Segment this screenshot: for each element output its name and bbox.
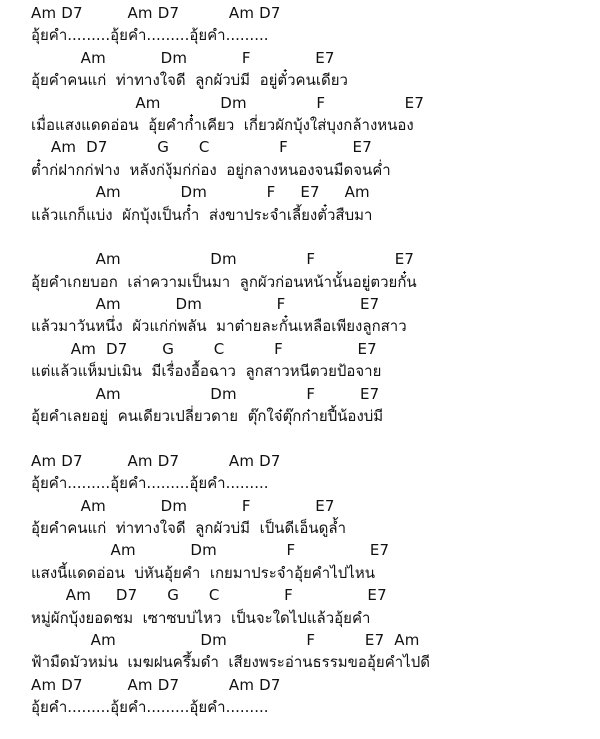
blank-line (31, 427, 591, 449)
chord-line: Am Dm F E7 (31, 384, 380, 403)
chord-line: Am Dm F E7 (31, 496, 335, 515)
chord-line: Am D7 Am D7 Am D7 (31, 451, 281, 470)
chord-line: Am D7 G C F E7 (31, 586, 387, 605)
chord-line: Am Dm F E7 Am (31, 183, 370, 202)
chord-line: Am D7 Am D7 Am D7 (31, 4, 281, 22)
lyric-line: หมู่ผักบุ้งยอดชม เซาซบบ่ไหว เป็นจะใดไปแล้วอุ้ยคำ (31, 608, 371, 627)
chord-line: Am D7 Am D7 Am D7 (31, 675, 281, 694)
lyric-line: ฟ้ามืดมัวหม่น เมฆฝนครึ้มดำ เสียงพระอ่านธรรมขออุ้ยคำไปดี (31, 653, 430, 672)
lyric-line: อุ้ยคำ.........อุ้ยคำ.........อุ้ยคำ......... (31, 474, 269, 493)
lyric-line: เมื่อแสงแดดอ่อน อุ้ยคำก๋ำเคียว เกี่ยวผักบุ้งใส่บุงกล้างหนอง (31, 115, 414, 134)
lyric-line: อุ้ยคำ.........อุ้ยคำ.........อุ้ยคำ......... (31, 26, 269, 45)
lyric-line: แล้วมาวันหนึ่ง ผัวแก่ก่พลัน มาต๋ายละกั๋นเหลือเพียงลูกสาว (31, 317, 407, 336)
blank-line (31, 226, 591, 248)
chord-line: Am D7 G C F E7 (31, 138, 372, 157)
chord-line: Am Dm F E7 (31, 48, 335, 67)
chord-line: Am D7 G C F E7 (31, 339, 377, 358)
lyric-line: อุ้ยคำคนแก่ ท่าทางใจดี ลูกผัวบ่มี อยู่ตั๋วคนเดียว (31, 71, 348, 90)
lyric-line: แล้วแกก็แบ่ง ผักบุ้งเป็นก๋ำ ส่งขาประจำเลี้ยงตั๋วสืบมา (31, 205, 373, 224)
chord-line: Am Dm F E7 Am (31, 630, 420, 649)
chord-line: Am Dm F E7 (31, 295, 380, 314)
lyric-line: ต๋ำก่ฝากก่ฟาง หลังก่งุ้มก่ก่อง อยู่กลางหนองจนมืดจนค่ำ (31, 160, 391, 179)
lyric-line: แสงนี้แดดอ่อน บ่หันอุ้ยคำ เกยมาประจำอุ้ยคำไปไหน (31, 563, 375, 582)
song-sheet (31, 2, 591, 719)
chord-line: Am Dm F E7 (31, 541, 390, 560)
chord-line: Am Dm F E7 (31, 93, 425, 112)
lyric-line: อุ้ยคำคนแก่ ท่าทางใจดี ลูกผัวบ่มี เป็นดีเอ็นดูล้ำ (31, 518, 346, 537)
lyric-line: อุ้ยคำเลยอยู่ คนเดียวเปลี่ยวดาย ตุ๊กใจ๋ตุ๊กก๋ายปี้น้องบ่มี (31, 407, 384, 426)
lyric-line: อุ้ยคำเกยบอก เล่าความเป็นมา ลูกผัวก่อนหน้านั้นอยู่ตวยกั๋น (31, 272, 417, 291)
lyric-line: อุ้ยคำ.........อุ้ยคำ.........อุ้ยคำ......... (31, 698, 269, 717)
lyric-line: แต่แล้วแห็มบ่เมิน มีเรื่องอื้อฉาว ลูกสาวหนีตวยป้อจาย (31, 362, 382, 381)
chord-line: Am Dm F E7 (31, 250, 415, 269)
